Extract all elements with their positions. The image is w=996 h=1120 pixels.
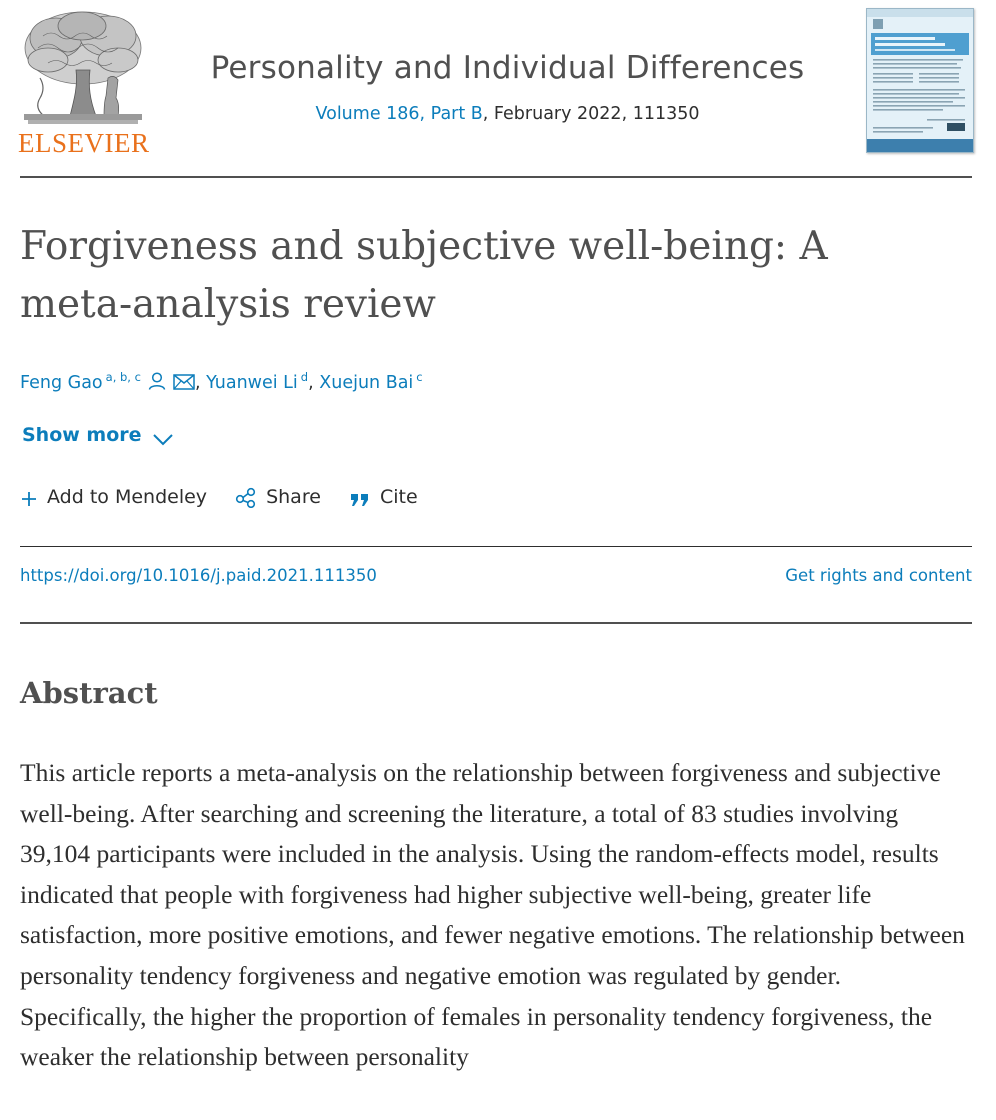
envelope-icon[interactable] bbox=[173, 373, 195, 396]
author-separator: , bbox=[308, 373, 320, 393]
author-link-xuejun-bai[interactable]: Xuejun Bai bbox=[319, 373, 414, 393]
show-more-label: Show more bbox=[22, 424, 142, 446]
abstract-text: This article reports a meta-analysis on the relationship between forgiveness and subjective well-being. After searching and screening the literature, a total of 83 studies involving 39,104 participants were included in the analysis. Using the random-effects model, results indicated that people with forgiveness had higher subjective well-being, greater life satisfaction, more positive emotions, and fewer negative emotions. The relationship between personality tendency forgiveness and negative emotion was regulated by gender. Specifically, the higher the proportion of females in personality tendency forgiveness, the weaker the relationship between personality bbox=[20, 758, 965, 1072]
share-icon bbox=[235, 486, 257, 513]
elsevier-tree-icon bbox=[18, 8, 148, 126]
cover-image bbox=[867, 9, 973, 152]
get-rights-link[interactable]: Get rights and content bbox=[785, 566, 972, 585]
journal-header bbox=[0, 0, 996, 180]
add-to-mendeley-label: Add to Mendeley bbox=[47, 486, 208, 508]
cite-button[interactable] bbox=[349, 486, 418, 513]
author-affiliation[interactable]: c bbox=[416, 370, 423, 384]
share-button[interactable] bbox=[235, 486, 321, 513]
plus-icon bbox=[20, 490, 38, 513]
article-actions bbox=[20, 486, 440, 518]
cite-label: Cite bbox=[379, 486, 418, 508]
quote-icon bbox=[349, 488, 371, 513]
elsevier-logo[interactable] bbox=[18, 8, 150, 158]
issue-date: , February 2022, 111350 bbox=[482, 104, 700, 124]
author-affiliation[interactable]: a, b, c bbox=[105, 370, 141, 384]
abstract-heading: Abstract bbox=[20, 676, 158, 710]
actions-divider bbox=[20, 546, 972, 547]
author-link-feng-gao[interactable]: Feng Gao bbox=[20, 373, 103, 393]
volume-link[interactable]: Volume 186, Part B bbox=[315, 104, 483, 124]
chevron-down-icon bbox=[152, 429, 174, 451]
doi-link[interactable]: https://doi.org/10.1016/j.paid.2021.111350 bbox=[20, 566, 377, 585]
share-label: Share bbox=[266, 486, 321, 508]
person-icon[interactable] bbox=[147, 371, 167, 396]
author-separator: , bbox=[194, 373, 207, 393]
elsevier-wordmark: ELSEVIER bbox=[18, 128, 150, 158]
author-link-yuanwei-li[interactable]: Yuanwei Li bbox=[206, 373, 298, 393]
show-more-button[interactable] bbox=[22, 424, 174, 451]
article-title: Forgiveness and subjective well-being: A meta-analysis review bbox=[20, 224, 828, 327]
author-list bbox=[20, 370, 920, 396]
header-divider bbox=[20, 176, 972, 178]
add-to-mendeley-button[interactable] bbox=[20, 486, 207, 513]
doi-divider bbox=[20, 622, 972, 624]
journal-cover-thumbnail[interactable] bbox=[866, 8, 974, 153]
issue-info bbox=[160, 104, 855, 124]
author-affiliation[interactable]: d bbox=[300, 370, 309, 384]
journal-title[interactable]: Personality and Individual Differences bbox=[210, 50, 805, 86]
